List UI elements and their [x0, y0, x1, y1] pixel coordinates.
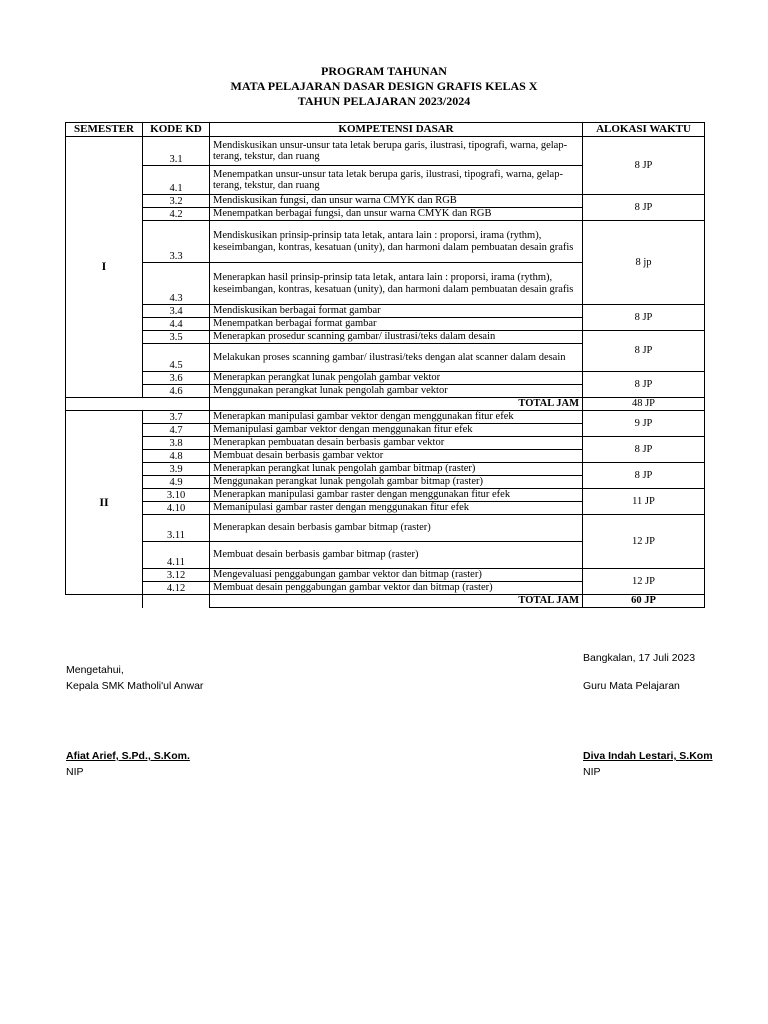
kd-text: Mengevaluasi penggabungan gambar vektor dan bitmap (raster) — [210, 569, 583, 582]
col-header-semester: SEMESTER — [66, 123, 143, 137]
program-table — [65, 122, 705, 608]
col-header-kode-kd: KODE KD — [143, 123, 210, 137]
allocation: 8 JP — [583, 305, 705, 331]
col-header-kompetensi: KOMPETENSI DASAR — [210, 123, 583, 137]
table-row — [66, 515, 705, 542]
table-row — [66, 569, 705, 582]
kd-code: 4.10 — [143, 502, 210, 515]
semester-label: I — [66, 137, 143, 398]
col-header-alokasi: ALOKASI WAKTU — [583, 123, 705, 137]
table-row — [66, 331, 705, 344]
kd-text: Menempatkan berbagai format gambar — [210, 318, 583, 331]
teacher-name: Diva Indah Lestari, S.Kom — [583, 750, 713, 762]
principal-nip: NIP — [66, 766, 84, 778]
table-row — [66, 411, 705, 424]
table-row — [66, 305, 705, 318]
allocation: 12 JP — [583, 515, 705, 569]
kd-code: 3.8 — [143, 437, 210, 450]
principal-title: Kepala SMK Matholi'ul Anwar — [66, 680, 204, 692]
kd-text: Mendiskusikan fungsi, dan unsur warna CMYK dan RGB — [210, 195, 583, 208]
kd-code: 4.8 — [143, 450, 210, 463]
teacher-nip: NIP — [583, 766, 601, 778]
kd-code: 3.9 — [143, 463, 210, 476]
kd-text: Menempatkan berbagai fungsi, dan unsur warna CMYK dan RGB — [210, 208, 583, 221]
kd-text: Mendiskusikan berbagai format gambar — [210, 305, 583, 318]
total-value: 60 JP — [583, 595, 705, 608]
table-row — [66, 489, 705, 502]
kd-code: 3.11 — [143, 515, 210, 542]
kd-code: 3.12 — [143, 569, 210, 582]
allocation: 8 JP — [583, 137, 705, 195]
approval-block — [66, 662, 203, 694]
allocation: 8 JP — [583, 437, 705, 463]
table-header-row — [66, 123, 705, 137]
kd-code: 4.9 — [143, 476, 210, 489]
kd-text: Menerapkan perangkat lunak pengolah gambar vektor — [210, 372, 583, 385]
kd-text: Memanipulasi gambar raster dengan menggunakan fitur efek — [210, 502, 583, 515]
allocation: 8 JP — [583, 372, 705, 398]
approval-label: Mengetahui, — [66, 664, 124, 676]
kd-text: Menerapkan manipulasi gambar vektor dengan menggunakan fitur efek — [210, 411, 583, 424]
total-value: 48 JP — [583, 398, 705, 411]
kd-code: 4.4 — [143, 318, 210, 331]
kd-code: 3.7 — [143, 411, 210, 424]
kd-code: 4.6 — [143, 385, 210, 398]
principal-signature — [66, 748, 190, 780]
kd-code: 4.1 — [143, 166, 210, 195]
place-date: Bangkalan, 17 Juli 2023 — [583, 652, 696, 664]
kd-text: Menerapkan prosedur scanning gambar/ ilustrasi/teks dalam desain — [210, 331, 583, 344]
table-row — [66, 372, 705, 385]
kd-code: 3.10 — [143, 489, 210, 502]
table-row — [66, 437, 705, 450]
kd-text: Menerapkan hasil prinsip-prinsip tata letak, antara lain : proporsi, irama (rythm), keseimbangan, kontras, kesatuan (unity), dan harmoni dalam pembuatan desain grafis — [210, 263, 583, 305]
allocation: 8 jp — [583, 221, 705, 305]
kd-text: Menerapkan desain berbasis gambar bitmap (raster) — [210, 515, 583, 542]
table-row — [66, 463, 705, 476]
table-row — [66, 195, 705, 208]
kd-code: 4.12 — [143, 582, 210, 595]
allocation: 11 JP — [583, 489, 705, 515]
teacher-title: Guru Mata Pelajaran — [583, 680, 680, 692]
kd-code: 4.2 — [143, 208, 210, 221]
kd-code: 4.7 — [143, 424, 210, 437]
kd-code: 3.2 — [143, 195, 210, 208]
kd-text: Menempatkan unsur-unsur tata letak berupa garis, ilustrasi, tipografi, warna, gelap-terang, tekstur, dan ruang — [210, 166, 583, 195]
kd-text: Memanipulasi gambar vektor dengan menggunakan fitur efek — [210, 424, 583, 437]
kd-text: Menerapkan manipulasi gambar raster dengan menggunakan fitur efek — [210, 489, 583, 502]
kd-text: Menggunakan perangkat lunak pengolah gambar vektor — [210, 385, 583, 398]
total-row — [66, 398, 705, 411]
table-row — [66, 221, 705, 263]
kd-code: 3.4 — [143, 305, 210, 318]
kd-text: Mendiskusikan prinsip-prinsip tata letak, antara lain : proporsi, irama (rythm), keseimbangan, kontras, kesatuan (unity), dan harmoni dalam pembuatan desain grafis — [210, 221, 583, 263]
kd-code: 4.5 — [143, 344, 210, 372]
kd-code: 3.3 — [143, 221, 210, 263]
kd-text: Menerapkan pembuatan desain berbasis gambar vektor — [210, 437, 583, 450]
title-line-1: PROGRAM TAHUNAN — [321, 64, 447, 78]
semester-label: II — [66, 411, 143, 595]
total-row — [66, 595, 705, 608]
kd-text: Membuat desain berbasis gambar vektor — [210, 450, 583, 463]
teacher-signature — [583, 748, 713, 780]
allocation: 8 JP — [583, 195, 705, 221]
kd-code: 4.11 — [143, 542, 210, 569]
total-label: TOTAL JAM — [210, 398, 583, 411]
kd-text: Membuat desain berbasis gambar bitmap (raster) — [210, 542, 583, 569]
kd-text: Menggunakan perangkat lunak pengolah gambar bitmap (raster) — [210, 476, 583, 489]
total-label: TOTAL JAM — [210, 595, 583, 608]
kd-text: Mendiskusikan unsur-unsur tata letak berupa garis, ilustrasi, tipografi, warna, gelap-terang, tekstur, dan ruang — [210, 137, 583, 166]
allocation: 8 JP — [583, 463, 705, 489]
kd-text: Membuat desain penggabungan gambar vektor dan bitmap (raster) — [210, 582, 583, 595]
title-line-2: MATA PELAJARAN DASAR DESIGN GRAFIS KELAS X — [230, 79, 538, 93]
kd-code: 4.3 — [143, 263, 210, 305]
table-row — [66, 137, 705, 166]
kd-code: 3.6 — [143, 372, 210, 385]
allocation: 8 JP — [583, 331, 705, 372]
kd-code: 3.1 — [143, 137, 210, 166]
kd-code: 3.5 — [143, 331, 210, 344]
title-line-3: TAHUN PELAJARAN 2023/2024 — [297, 94, 471, 108]
allocation: 9 JP — [583, 411, 705, 437]
kd-text: Melakukan proses scanning gambar/ ilustrasi/teks dengan alat scanner dalam desain — [210, 344, 583, 372]
document-title — [0, 64, 768, 109]
kd-text: Menerapkan perangkat lunak pengolah gambar bitmap (raster) — [210, 463, 583, 476]
principal-name: Afiat Arief, S.Pd., S.Kom. — [66, 750, 190, 762]
allocation: 12 JP — [583, 569, 705, 595]
